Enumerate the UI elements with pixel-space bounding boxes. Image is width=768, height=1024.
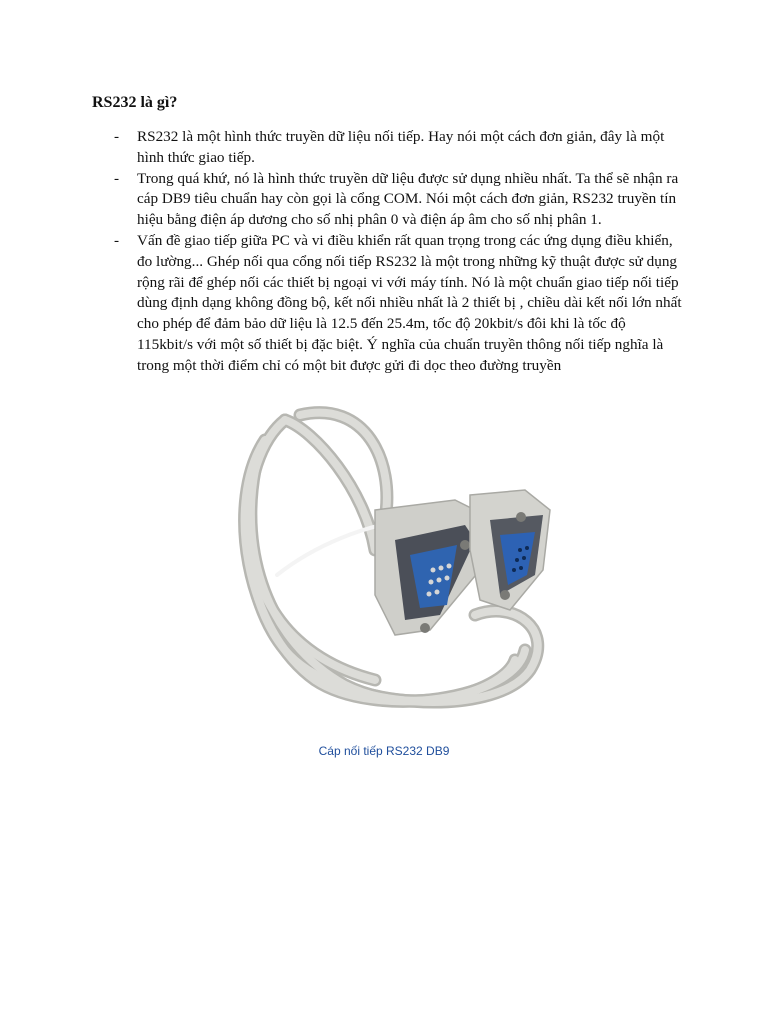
list-item bbox=[112, 127, 682, 169]
bullet-dash: - bbox=[114, 231, 120, 249]
bullet-dash: - bbox=[114, 128, 120, 145]
cable-illustration bbox=[225, 400, 555, 735]
list-item bbox=[112, 169, 682, 231]
female-connector bbox=[470, 490, 550, 610]
bullet-dash: - bbox=[114, 169, 120, 187]
section-heading: RS232 là gì? bbox=[92, 94, 178, 111]
rs232-cable-image bbox=[225, 400, 555, 735]
list-item bbox=[112, 231, 682, 377]
bullet-list bbox=[112, 127, 682, 377]
bullet-text: RS232 là một hình thức truyền dữ liệu nối tiếp. Hay nói một cách đơn giản, đây là một hình thức giao tiếp. bbox=[137, 128, 665, 166]
bullet-text: Vấn đề giao tiếp giữa PC và vi điều khiển rất quan trọng trong các ứng dụng điều khiển, đo lường... Ghép nối qua cổng nối tiếp RS232 là một trong những kỹ thuật được sử dụng rộng rãi để ghép nối các thiết bị ngoại vi với máy tính. Nó là một chuẩn giao tiếp nối tiếp dùng định dạng không đồng bộ, kết nối nhiều nhất là 2 thiết bị , chiều dài kết nối lớn nhất cho phép để đảm bảo dữ liệu là 12.5 đến 25.4m, tốc độ 20kbit/s đôi khi là tốc độ 115kbit/s với một số thiết bị đặc biệt. Ý nghĩa của chuẩn truyền thông nối tiếp nghĩa là trong một thời điểm chỉ có một bit được gửi đi dọc theo đường truyền bbox=[137, 231, 682, 374]
male-connector bbox=[375, 500, 485, 635]
bullet-text: Trong quá khứ, nó là hình thức truyền dữ liệu được sử dụng nhiều nhất. Ta thể sẽ nhận ra cáp DB9 tiêu chuẩn hay còn gọi là cổng COM. Nói một cách đơn giản, RS232 truyền tín hiệu bằng điện áp dương cho số nhị phân 0 và điện áp âm cho số nhị phân 1. bbox=[137, 169, 679, 229]
figure-caption: Cáp nối tiếp RS232 DB9 bbox=[318, 744, 450, 758]
